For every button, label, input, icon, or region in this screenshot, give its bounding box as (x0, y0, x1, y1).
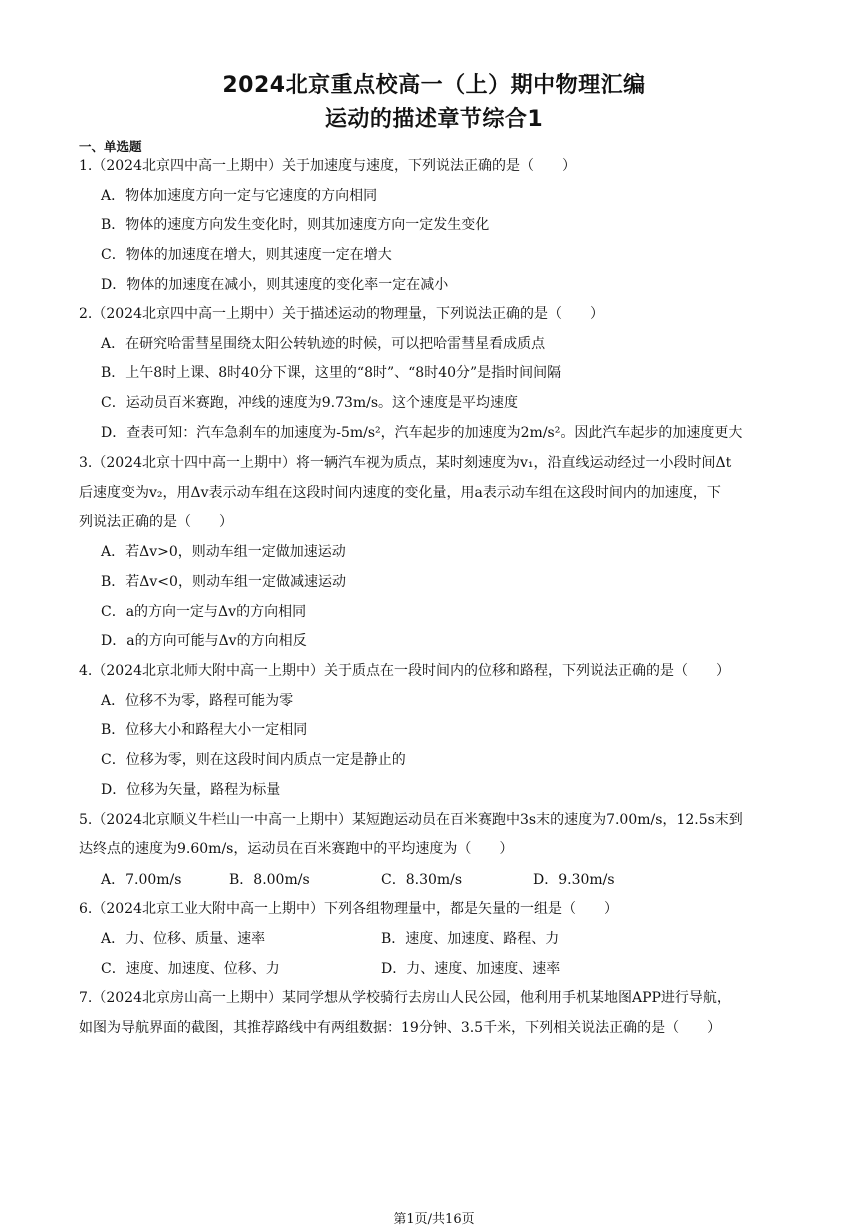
question-6-stem: 6.（2024北京工业大附中高一上期中）下列各组物理量中，都是矢量的一组是（ ） (79, 901, 618, 917)
question-6-option-a: A．力、位移、质量、速率 (101, 931, 266, 947)
question-2-option-c: C．运动员百米赛跑，冲线的速度为9.73m/s。这个速度是平均速度 (101, 395, 519, 411)
question-1-option-b: B．物体的速度方向发生变化时，则其加速度方向一定发生变化 (101, 217, 490, 233)
question-3-option-c: C．a的方向一定与Δv的方向相同 (101, 604, 307, 620)
question-2-stem: 2.（2024北京四中高一上期中）关于描述运动的物理量，下列说法正确的是（ ） (79, 306, 604, 322)
question-5-stem-line-2: 达终点的速度为9.60m/s，运动员在百米赛跑中的平均速度为（ ） (79, 841, 514, 857)
question-6-option-b: B．速度、加速度、路程、力 (381, 931, 560, 947)
question-5-option-d: D．9.30m/s (533, 872, 615, 888)
question-7-stem-line-1: 7.（2024北京房山高一上期中）某同学想从学校骑行去房山人民公园，他利用手机某地图APP进行导航， (79, 990, 731, 1006)
question-1-option-c: C．物体的加速度在增大，则其速度一定在增大 (101, 247, 392, 263)
question-4-option-a: A．位移不为零，路程可能为零 (101, 693, 294, 709)
question-5-option-c: C．8.30m/s (381, 872, 463, 888)
question-5-option-b: B．8.00m/s (229, 872, 310, 888)
document-subtitle: 运动的描述章节综合1 (324, 107, 544, 132)
question-1-stem: 1.（2024北京四中高一上期中）关于加速度与速度，下列说法正确的是（ ） (79, 158, 576, 174)
question-4-option-c: C．位移为零，则在这段时间内质点一定是静止的 (101, 752, 406, 768)
page-number-footer: 第1页/共16页 (393, 1212, 475, 1227)
question-1-option-a: A．物体加速度方向一定与它速度的方向相同 (101, 188, 378, 204)
question-2-option-d: D．查表可知：汽车急刹车的加速度为-5m/s²，汽车起步的加速度为2m/s²。因此汽车起步的加速度更大 (101, 425, 743, 441)
question-6-option-c: C．速度、加速度、位移、力 (101, 961, 280, 977)
question-3-option-d: D．a的方向可能与Δv的方向相反 (101, 633, 307, 649)
question-3-stem-line-2: 后速度变为v₂，用Δv表示动车组在这段时间内速度的变化量，用a表示动车组在这段时间内的加速度，下 (79, 485, 721, 501)
question-3-option-a: A．若Δv>0，则动车组一定做加速运动 (101, 544, 346, 560)
question-5-stem-line-1: 5.（2024北京顺义牛栏山一中高一上期中）某短跑运动员在百米赛跑中3s末的速度为7.00m/s，12.5s末到 (79, 812, 743, 828)
question-1-option-d: D．物体的加速度在减小，则其速度的变化率一定在减小 (101, 277, 449, 293)
question-4-option-d: D．位移为矢量，路程为标量 (101, 782, 281, 798)
question-6-option-d: D．力、速度、加速度、速率 (381, 961, 561, 977)
question-7-stem-line-2: 如图为导航界面的截图，其推荐路线中有两组数据：19分钟、3.5千米，下列相关说法正确的是（ ） (79, 1020, 722, 1036)
document-title: 2024北京重点校高一（上）期中物理汇编 (222, 73, 646, 98)
question-4-option-b: B．位移大小和路程大小一定相同 (101, 722, 308, 738)
question-2-option-a: A．在研究哈雷彗星围绕太阳公转轨迹的时候，可以把哈雷彗星看成质点 (101, 336, 546, 352)
question-2-option-b: B．上午8时上课、8时40分下课，这里的“8时”、“8时40分”是指时间间隔 (101, 365, 562, 381)
question-5-option-a: A．7.00m/s (101, 872, 182, 888)
question-4-stem: 4.（2024北京北师大附中高一上期中）关于质点在一段时间内的位移和路程，下列说法正确的是（ ） (79, 663, 730, 679)
question-3-stem-line-3: 列说法正确的是（ ） (79, 514, 233, 530)
question-3-option-b: B．若Δv<0，则动车组一定做减速运动 (101, 574, 346, 590)
question-3-stem-line-1: 3.（2024北京十四中高一上期中）将一辆汽车视为质点，某时刻速度为v₁，沿直线运动经过一小段时间Δt (79, 455, 732, 471)
section-heading: 一、单选题 (79, 139, 142, 154)
